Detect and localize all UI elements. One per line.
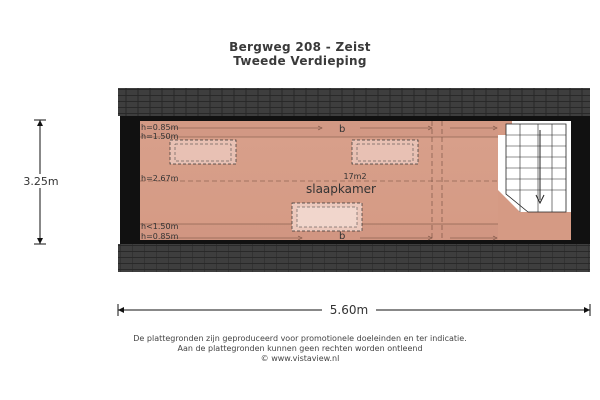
plan-title: Bergweg 208 - Zeist [229, 40, 371, 54]
roof-top [118, 88, 590, 116]
room-area: 17m2 [343, 172, 367, 181]
plan-subtitle: Tweede Verdieping [233, 54, 367, 68]
disclaimer-link[interactable]: © www.vistaview.nl [260, 354, 340, 363]
height-label-bottom-inner: h<1.50m [141, 222, 179, 231]
height-label-top-inner: h=1.50m [141, 132, 179, 141]
wall-bottom [140, 240, 571, 244]
height-label-middle: h=2.67m [141, 174, 179, 183]
room-name: slaapkamer [305, 182, 377, 196]
height-label-bottom-outer: h=0.85m [141, 232, 179, 241]
height-label-top-outer: h=0.85m [141, 123, 179, 132]
wall-right [571, 116, 590, 244]
disclaimer-line-2: Aan de plattegronden kunnen geen rechten worden ontleend [177, 344, 423, 353]
stair-top-block [498, 121, 506, 135]
skylight-right [352, 140, 418, 164]
skylight-bottom [292, 203, 362, 231]
disclaimer-line-1: De plattegronden zijn geproduceerd voor promotionele doeleinden en ter indicatie. [133, 334, 467, 343]
wall-left [120, 116, 140, 244]
beam-label-top: b [339, 124, 346, 135]
dimension-width-label: 5.60m [329, 303, 369, 317]
roof-bottom [118, 244, 590, 272]
wall-top [140, 116, 571, 121]
low-height-zone-top [140, 121, 498, 137]
dimension-height-label: 3.25m [23, 175, 59, 188]
beam-label-bottom: b [339, 231, 346, 242]
skylight-left [170, 140, 236, 164]
